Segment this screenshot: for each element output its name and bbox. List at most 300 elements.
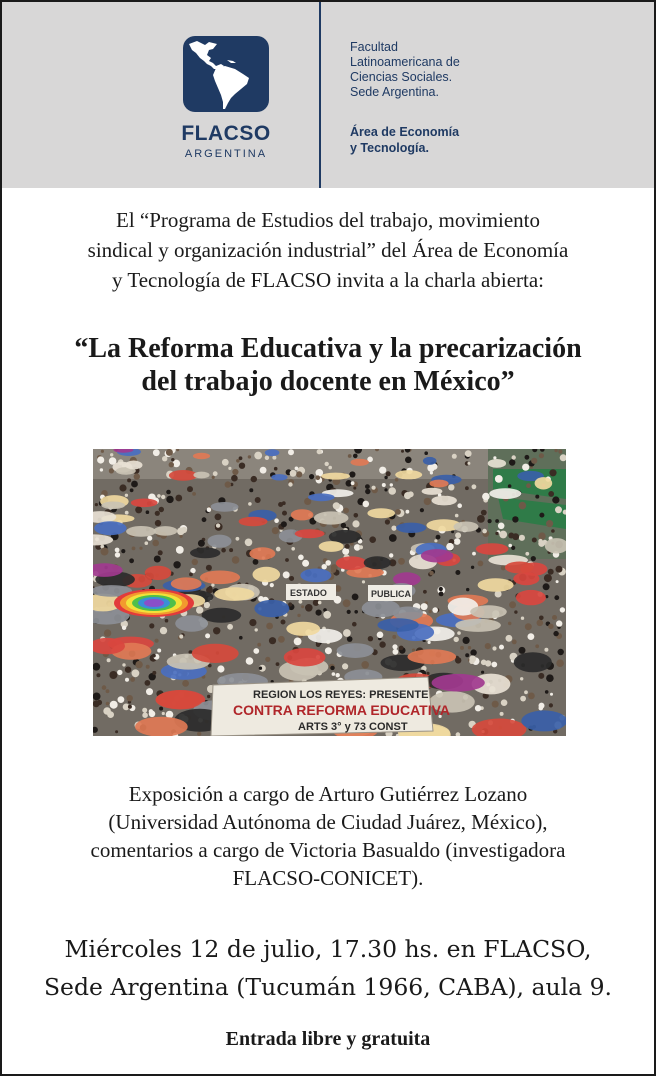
crowd-head [524,690,528,694]
crowd-head [477,515,485,523]
crowd-head [389,553,393,557]
crowd-head [110,453,113,456]
umbrella [239,517,268,527]
crowd-head [125,667,131,673]
crowd-head [454,538,461,545]
umbrella [156,690,203,709]
crowd-head [398,558,405,565]
umbrella [192,644,239,663]
crowd-head [332,672,336,676]
crowd-head [127,695,133,701]
umbrella [396,523,426,533]
crowd-head [426,672,429,675]
umbrella [94,521,126,535]
crowd-head [166,490,171,495]
umbrella [505,562,534,574]
speaker-line: comentarios a cargo de Victoria Basualdo (investigadora [90,838,566,862]
crowd-head [532,538,537,543]
crowd-head [272,456,276,460]
umbrella [429,480,448,488]
crowd-head [365,484,370,489]
crowd-head [265,657,270,662]
umbrella [367,508,395,518]
crowd-head [298,555,304,561]
crowd-head [556,620,562,626]
umbrella [393,607,423,621]
crowd-head [558,450,562,454]
crowd-head [493,456,496,459]
crowd-head [466,588,469,591]
crowd-head [528,693,535,700]
crowd-head [155,511,160,516]
crowd-head [347,610,351,614]
crowd-head [352,622,357,627]
crowd-head [202,517,207,522]
umbrella [513,572,539,585]
crowd-head [180,535,183,538]
crowd-head [354,610,358,614]
crowd-head [96,673,100,677]
crowd-head [253,648,259,654]
crowd-head [482,529,487,534]
crowd-head [432,607,438,613]
crowd-head [481,510,487,516]
crowd-head [236,459,240,463]
umbrella [470,605,507,618]
crowd-head [305,604,313,612]
umbrella [131,499,158,508]
crowd-head [276,662,280,666]
crowd-head [130,677,135,682]
crowd-head [274,518,279,523]
crowd-head [158,550,163,555]
header-band [2,2,654,188]
umbrella [135,717,188,736]
umbrella [169,470,198,481]
crowd-head [166,496,173,503]
crowd-head [251,476,257,482]
crowd-head [115,548,120,553]
americas-map-icon [183,36,269,112]
crowd-head [389,534,397,542]
crowd-head [301,605,304,608]
area-line: y Tecnología. [350,141,429,155]
crowd-head [391,526,396,531]
crowd-head [368,636,373,641]
crowd-head [556,580,559,583]
crowd-head [463,637,470,644]
umbrella [300,569,331,583]
crowd-head [365,489,370,494]
crowd-head [455,532,461,538]
crowd-head [100,468,103,471]
crowd-head [236,537,240,541]
crowd-head [393,649,399,655]
crowd-head [232,556,240,564]
umbrella [208,535,232,548]
crowd-head [290,470,297,477]
crowd-head [538,539,542,543]
umbrella [521,710,566,731]
crowd-head [509,459,515,465]
crowd-head [196,606,203,613]
crowd-head [499,531,507,539]
crowd-head [146,688,153,695]
umbrella [200,571,240,585]
protest-banner [211,677,450,736]
crowd-head [446,543,454,551]
institution-line: Latinoamericana de [350,55,460,69]
crowd-head [281,620,286,625]
crowd-head [118,696,125,703]
umbrella [101,502,125,510]
umbrella [423,457,437,465]
crowd-head [343,629,351,637]
crowd-head [525,623,532,630]
crowd-head [107,658,111,662]
crowd-head [482,493,490,501]
crowd-head [179,634,183,638]
crowd-head [455,514,459,518]
crowd-head [101,450,104,453]
crowd-head [232,469,238,475]
crowd-head [405,457,412,464]
crowd-head [521,617,524,620]
entry-note: Entrada libre y gratuita [225,1028,431,1050]
umbrella [432,496,457,506]
crowd-head [382,483,386,487]
crowd-head [285,558,289,562]
crowd-head [228,467,231,470]
crowd-head [276,547,281,552]
intro-line: sindical y organización industrial” del Área de Economía [87,238,569,262]
umbrella [286,622,320,636]
crowd-head [157,494,161,498]
crowd-head [531,556,536,561]
crowd-head [295,467,299,471]
crowd-head [283,571,290,578]
crowd-head [97,456,104,463]
crowd-head [152,654,156,658]
crowd-head [132,547,136,551]
crowd-head [331,568,336,573]
crowd-head [434,539,437,542]
title-line: “La Reforma Educativa y la precarización [74,333,582,364]
crowd-head [385,519,390,524]
crowd-head [488,519,492,523]
crowd-head [110,701,118,709]
crowd-head [492,701,499,708]
crowd-head [436,535,441,540]
umbrella [175,615,208,632]
crowd-head [492,646,496,650]
crowd-head [495,532,498,535]
crowd-head [379,641,385,647]
event-when-where [2,930,654,1006]
crowd-head [152,671,156,675]
crowd-head [351,481,355,485]
crowd-head [342,663,348,669]
crowd-head [245,539,253,547]
crowd-head [539,616,544,621]
crowd-head [519,535,525,541]
crowd-head [549,703,553,707]
crowd-head [162,712,165,715]
crowd-head [221,548,226,553]
intro-paragraph [12,205,644,295]
umbrella [514,652,552,672]
crowd-head [115,552,120,557]
crowd-head [478,561,484,567]
crowd-head [420,508,424,512]
crowd-head [146,510,150,514]
umbrella [254,600,289,617]
crowd-head [481,671,484,674]
crowd-head [341,523,346,528]
crowd-head [109,671,117,679]
crowd-head [421,603,428,610]
talk-title [12,332,644,398]
crowd-head [384,488,387,491]
title-line: del trabajo docente en México” [141,366,515,397]
crowd-head [187,486,193,492]
crowd-head [390,483,393,486]
umbrella [253,567,281,582]
logo-name: FLACSO [181,122,271,145]
crowd-head [125,678,129,682]
crowd-head [216,523,220,527]
crowd-head [316,475,321,480]
crowd-head [384,476,387,479]
area-line: Área de Economía [350,125,460,139]
crowd-head [506,635,513,642]
institution-line: Facultad [350,40,398,54]
crowd-head [260,467,267,474]
crowd-head [259,667,262,670]
crowd-head [207,507,212,512]
crowd-head [249,619,256,626]
crowd-head [127,478,131,482]
crowd-head [498,523,505,530]
crowd-head [347,636,353,642]
crowd-head [281,521,287,527]
crowd-head [269,637,276,644]
crowd-head [119,484,126,491]
crowd-head [121,549,125,553]
crowd-head [551,529,555,533]
crowd-head [342,548,349,555]
crowd-head [289,576,294,581]
crowd-head [465,653,469,657]
crowd-head [142,712,148,718]
crowd-head [451,530,454,533]
crowd-head [325,647,332,654]
crowd-head [558,649,564,655]
sign-text: PUBLICA [371,589,411,599]
crowd-head [362,580,365,583]
crowd-head [555,506,562,513]
umbrella [145,566,172,580]
crowd-head [546,674,554,682]
crowd-head [485,643,491,649]
speaker-line: Exposición a cargo de Arturo Gutiérrez Lozano [128,782,528,806]
crowd-head [122,626,126,630]
crowd-head [272,527,279,534]
crowd-head [254,452,262,460]
crowd-head [471,566,474,569]
crowd-head [125,511,129,515]
crowd-head [101,548,109,556]
crowd-head [157,649,161,653]
umbrella [432,674,485,692]
crowd-head [539,453,544,458]
crowd-head [399,646,404,651]
crowd-head [395,509,401,515]
umbrella [271,474,287,480]
crowd-head [472,484,477,489]
banner-text: CONTRA REFORMA EDUCATIVA [233,702,450,718]
crowd-head [401,450,404,453]
crowd-head [500,712,504,716]
crowd-head [182,680,189,687]
crowd-head [361,661,369,669]
crowd-head [212,476,215,479]
crowd-head [439,587,443,591]
crowd-head [353,487,356,490]
crowd-head [106,689,110,693]
crowd-head [472,552,476,556]
crowd-head [343,599,351,607]
crowd-head [392,635,396,639]
crowd-head [363,501,370,508]
crowd-head [522,464,529,471]
area-name [350,124,550,156]
crowd-head [512,533,519,540]
crowd-head [139,547,142,550]
crowd-head [549,469,556,476]
crowd-head [333,502,340,509]
crowd-head [189,573,193,577]
umbrella [395,470,422,479]
crowd-head [282,511,287,516]
umbrella [171,577,202,590]
umbrella [422,488,443,495]
crowd-head [423,590,427,594]
crowd-head [386,471,391,476]
institution-name [350,40,550,100]
crowd-head [282,501,286,505]
crowd-head [213,627,220,634]
crowd-head [253,559,259,565]
crowd-head [130,488,134,492]
crowd-head [528,633,535,640]
crowd-head [330,666,334,670]
crowd-head [255,497,261,503]
crowd-head [448,484,454,490]
crowd-head [131,481,138,488]
crowd-head [369,536,376,543]
protest-photo [93,449,566,736]
crowd-head [428,610,431,613]
crowd-head [531,458,537,464]
crowd-head [452,454,457,459]
crowd-head [501,699,508,706]
crowd-head [149,623,154,628]
umbrella [516,590,546,605]
umbrella [478,578,514,591]
crowd-head [508,544,512,548]
institution-line: Sede Argentina. [350,85,439,99]
crowd-head [439,592,444,597]
crowd-head [323,611,331,619]
umbrella [190,548,220,559]
logo-country: ARGENTINA [184,148,268,160]
crowd-head [424,451,428,455]
speaker-line: FLACSO-CONICET). [232,866,424,890]
crowd-head [169,462,174,467]
crowd-head [372,486,376,490]
crowd-head [231,475,238,482]
crowd-head [552,615,557,620]
umbrella [377,618,418,631]
crowd-head [317,449,322,454]
crowd-head [239,463,245,469]
crowd-head [520,696,526,702]
crowd-head [225,481,231,487]
umbrella [314,511,349,524]
crowd-head [535,644,539,648]
crowd-head [548,491,554,497]
crowd-head [457,631,461,635]
crowd-head [288,482,292,486]
crowd-head [548,624,553,629]
crowd-head [491,662,497,668]
crowd-head [162,456,167,461]
crowd-head [288,602,292,606]
crowd-head [424,498,431,505]
umbrella [535,477,553,489]
crowd-head [309,474,314,479]
crowd-head [165,619,169,623]
crowd-head [322,564,327,569]
crowd-head [554,595,559,600]
crowd-head [525,552,529,556]
umbrella [476,543,509,555]
speaker-line: (Universidad Autónoma de Ciudad Juárez, México), [108,810,548,834]
crowd-head [454,637,459,642]
crowd-head [266,623,273,630]
crowd-head [349,471,355,477]
crowd-head [153,449,160,456]
crowd-head [104,629,111,636]
umbrella [454,522,479,532]
banner-text: REGION LOS REYES: PRESENTE [253,689,429,701]
crowd-head [302,560,309,567]
crowd-head [508,484,512,488]
crowd-head [278,636,285,643]
crowd-head [395,478,399,482]
crowd-head [117,670,122,675]
crowd-head [509,601,516,608]
crowd-head [556,566,563,573]
crowd-head [198,540,205,547]
crowd-head [495,475,503,483]
crowd-head [291,547,295,551]
crowd-head [255,628,258,631]
umbrella [455,619,501,632]
crowd-head [135,506,142,513]
crowd-head [519,502,527,510]
